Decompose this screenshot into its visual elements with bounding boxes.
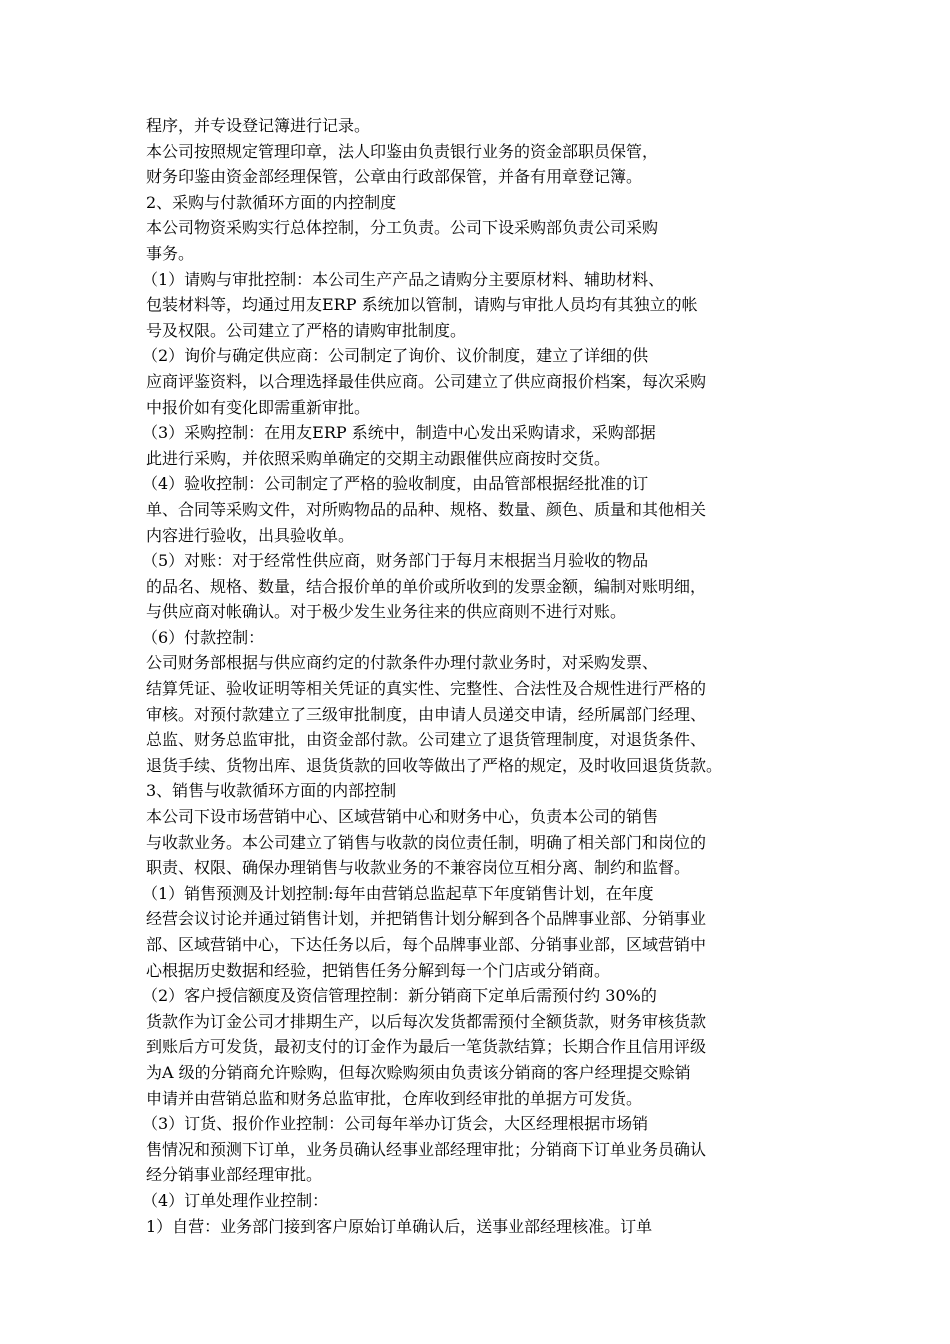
text-line: 与收款业务。本公司建立了销售与收款的岗位责任制，明确了相关部门和岗位的 [146, 832, 707, 852]
text-line: 事务。 [146, 243, 195, 263]
text-line: 总监、财务总监审批，由资金部付款。公司建立了退货管理制度，对退货条件、 [146, 730, 707, 750]
text-line: 经分销事业部经理审批。 [146, 1165, 323, 1185]
subsection-line: （1）请购与审批控制：本公司生产产品之请购分主要原材料、辅助材料、 [142, 269, 665, 289]
text-line: 退货手续、货物出库、退货货款的回收等做出了严格的规定，及时收回退货货款。 [146, 755, 723, 775]
section-heading: 3、销售与收款循环方面的内部控制 [146, 781, 397, 801]
text-line: 内容进行验收，出具验收单。 [146, 525, 355, 545]
text-line: 审核。对预付款建立了三级审批制度，由申请人员递交申请，经所属部门经理、 [146, 704, 707, 724]
text-line: 售情况和预测下订单，业务员确认经事业部经理审批；分销商下订单业务员确认 [146, 1139, 707, 1159]
subsection-line: （5）对账：对于经常性供应商，财务部门于每月末根据当月验收的物品 [142, 551, 649, 571]
text-line: 公司财务部根据与供应商约定的付款条件办理付款业务时，对采购发票、 [146, 653, 659, 673]
text-line: 经营会议讨论并通过销售计划，并把销售计划分解到各个品牌事业部、分销事业 [146, 909, 707, 929]
text-line: 结算凭证、验收证明等相关凭证的真实性、完整性、合法性及合规性进行严格的 [146, 679, 707, 699]
text-line: 财务印鉴由资金部经理保管，公章由行政部保管，并备有用章登记簿。 [146, 167, 643, 187]
text-line: 部、区域营销中心，下达任务以后，每个品牌事业部、分销事业部，区域营销中 [146, 935, 707, 954]
subsection-line: （1）销售预测及计划控制:每年由营销总监起草下年度销售计划，在年度 [142, 883, 654, 903]
text-line: 应商评鉴资料，以合理选择最佳供应商。公司建立了供应商报价档案，每次采购 [146, 371, 707, 391]
text-line: 程序，并专设登记簿进行记录。 [146, 116, 371, 135]
text-line: 与供应商对帐确认。对于极少发生业务往来的供应商则不进行对账。 [146, 602, 627, 622]
text-line: 单、合同等采购文件，对所购物品的品种、规格、数量、颜色、质量和其他相关 [146, 499, 707, 519]
text-line: 为A 级的分销商允许赊购，但每次赊购须由负责该分销商的客户经理提交赊销 [146, 1062, 691, 1082]
text-line: 本公司物资采购实行总体控制，分工负责。公司下设采购部负责公司采购 [146, 218, 659, 238]
text-line: 本公司按照规定管理印章，法人印鉴由负责银行业务的资金部职员保管， [146, 141, 659, 161]
subsection-line: （3）订货、报价作业控制：公司每年举办订货会，大区经理根据市场销 [142, 1114, 649, 1134]
text-line: 货款作为订金公司才排期生产，以后每次发货都需预付全额货款，财务审核货款 [146, 1011, 707, 1031]
document-body [142, 113, 814, 1239]
section-heading: 2、采购与付款循环方面的内控制度 [146, 192, 397, 212]
text-line: 职责、权限、确保办理销售与收款业务的不兼容岗位互相分离、制约和监督。 [146, 858, 691, 878]
text-line: 1）自营：业务部门接到客户原始订单确认后，送事业部经理核准。订单 [146, 1216, 653, 1236]
text-line: 中报价如有变化即需重新审批。 [146, 397, 371, 417]
text-line: 申请并由营销总监和财务总监审批，仓库收到经审批的单据方可发货。 [146, 1088, 643, 1108]
text-line: 本公司下设市场营销中心、区域营销中心和财务中心，负责本公司的销售 [146, 807, 659, 827]
text-line: 的品名、规格、数量，结合报价单的单价或所收到的发票金额，编制对账明细， [146, 576, 707, 596]
text-line: 心根据历史数据和经验，把销售任务分解到每一个门店或分销商。 [146, 960, 611, 980]
subsection-line: （4）订单处理作业控制： [142, 1190, 329, 1210]
subsection-line: （2）客户授信额度及资信管理控制：新分销商下定单后需预付约 30%的 [142, 986, 657, 1006]
text-line: 号及权限。公司建立了严格的请购审批制度。 [146, 320, 467, 340]
subsection-line: （4）验收控制：公司制定了严格的验收制度，由品管部根据经批准的订 [142, 474, 649, 494]
subsection-line: （2）询价与确定供应商：公司制定了询价、议价制度，建立了详细的供 [142, 346, 649, 366]
subsection-line: （3）采购控制：在用友ERP 系统中，制造中心发出采购请求，采购部据 [142, 423, 656, 443]
text-line: 包装材料等，均通过用友ERP 系统加以管制，请购与审批人员均有其独立的帐 [146, 295, 698, 315]
subsection-line: （6）付款控制： [142, 627, 265, 647]
text-line: 到账后方可发货，最初支付的订金作为最后一笔货款结算；长期合作且信用评级 [146, 1037, 707, 1057]
text-line: 此进行采购，并依照采购单确定的交期主动跟催供应商按时交货。 [146, 448, 611, 468]
